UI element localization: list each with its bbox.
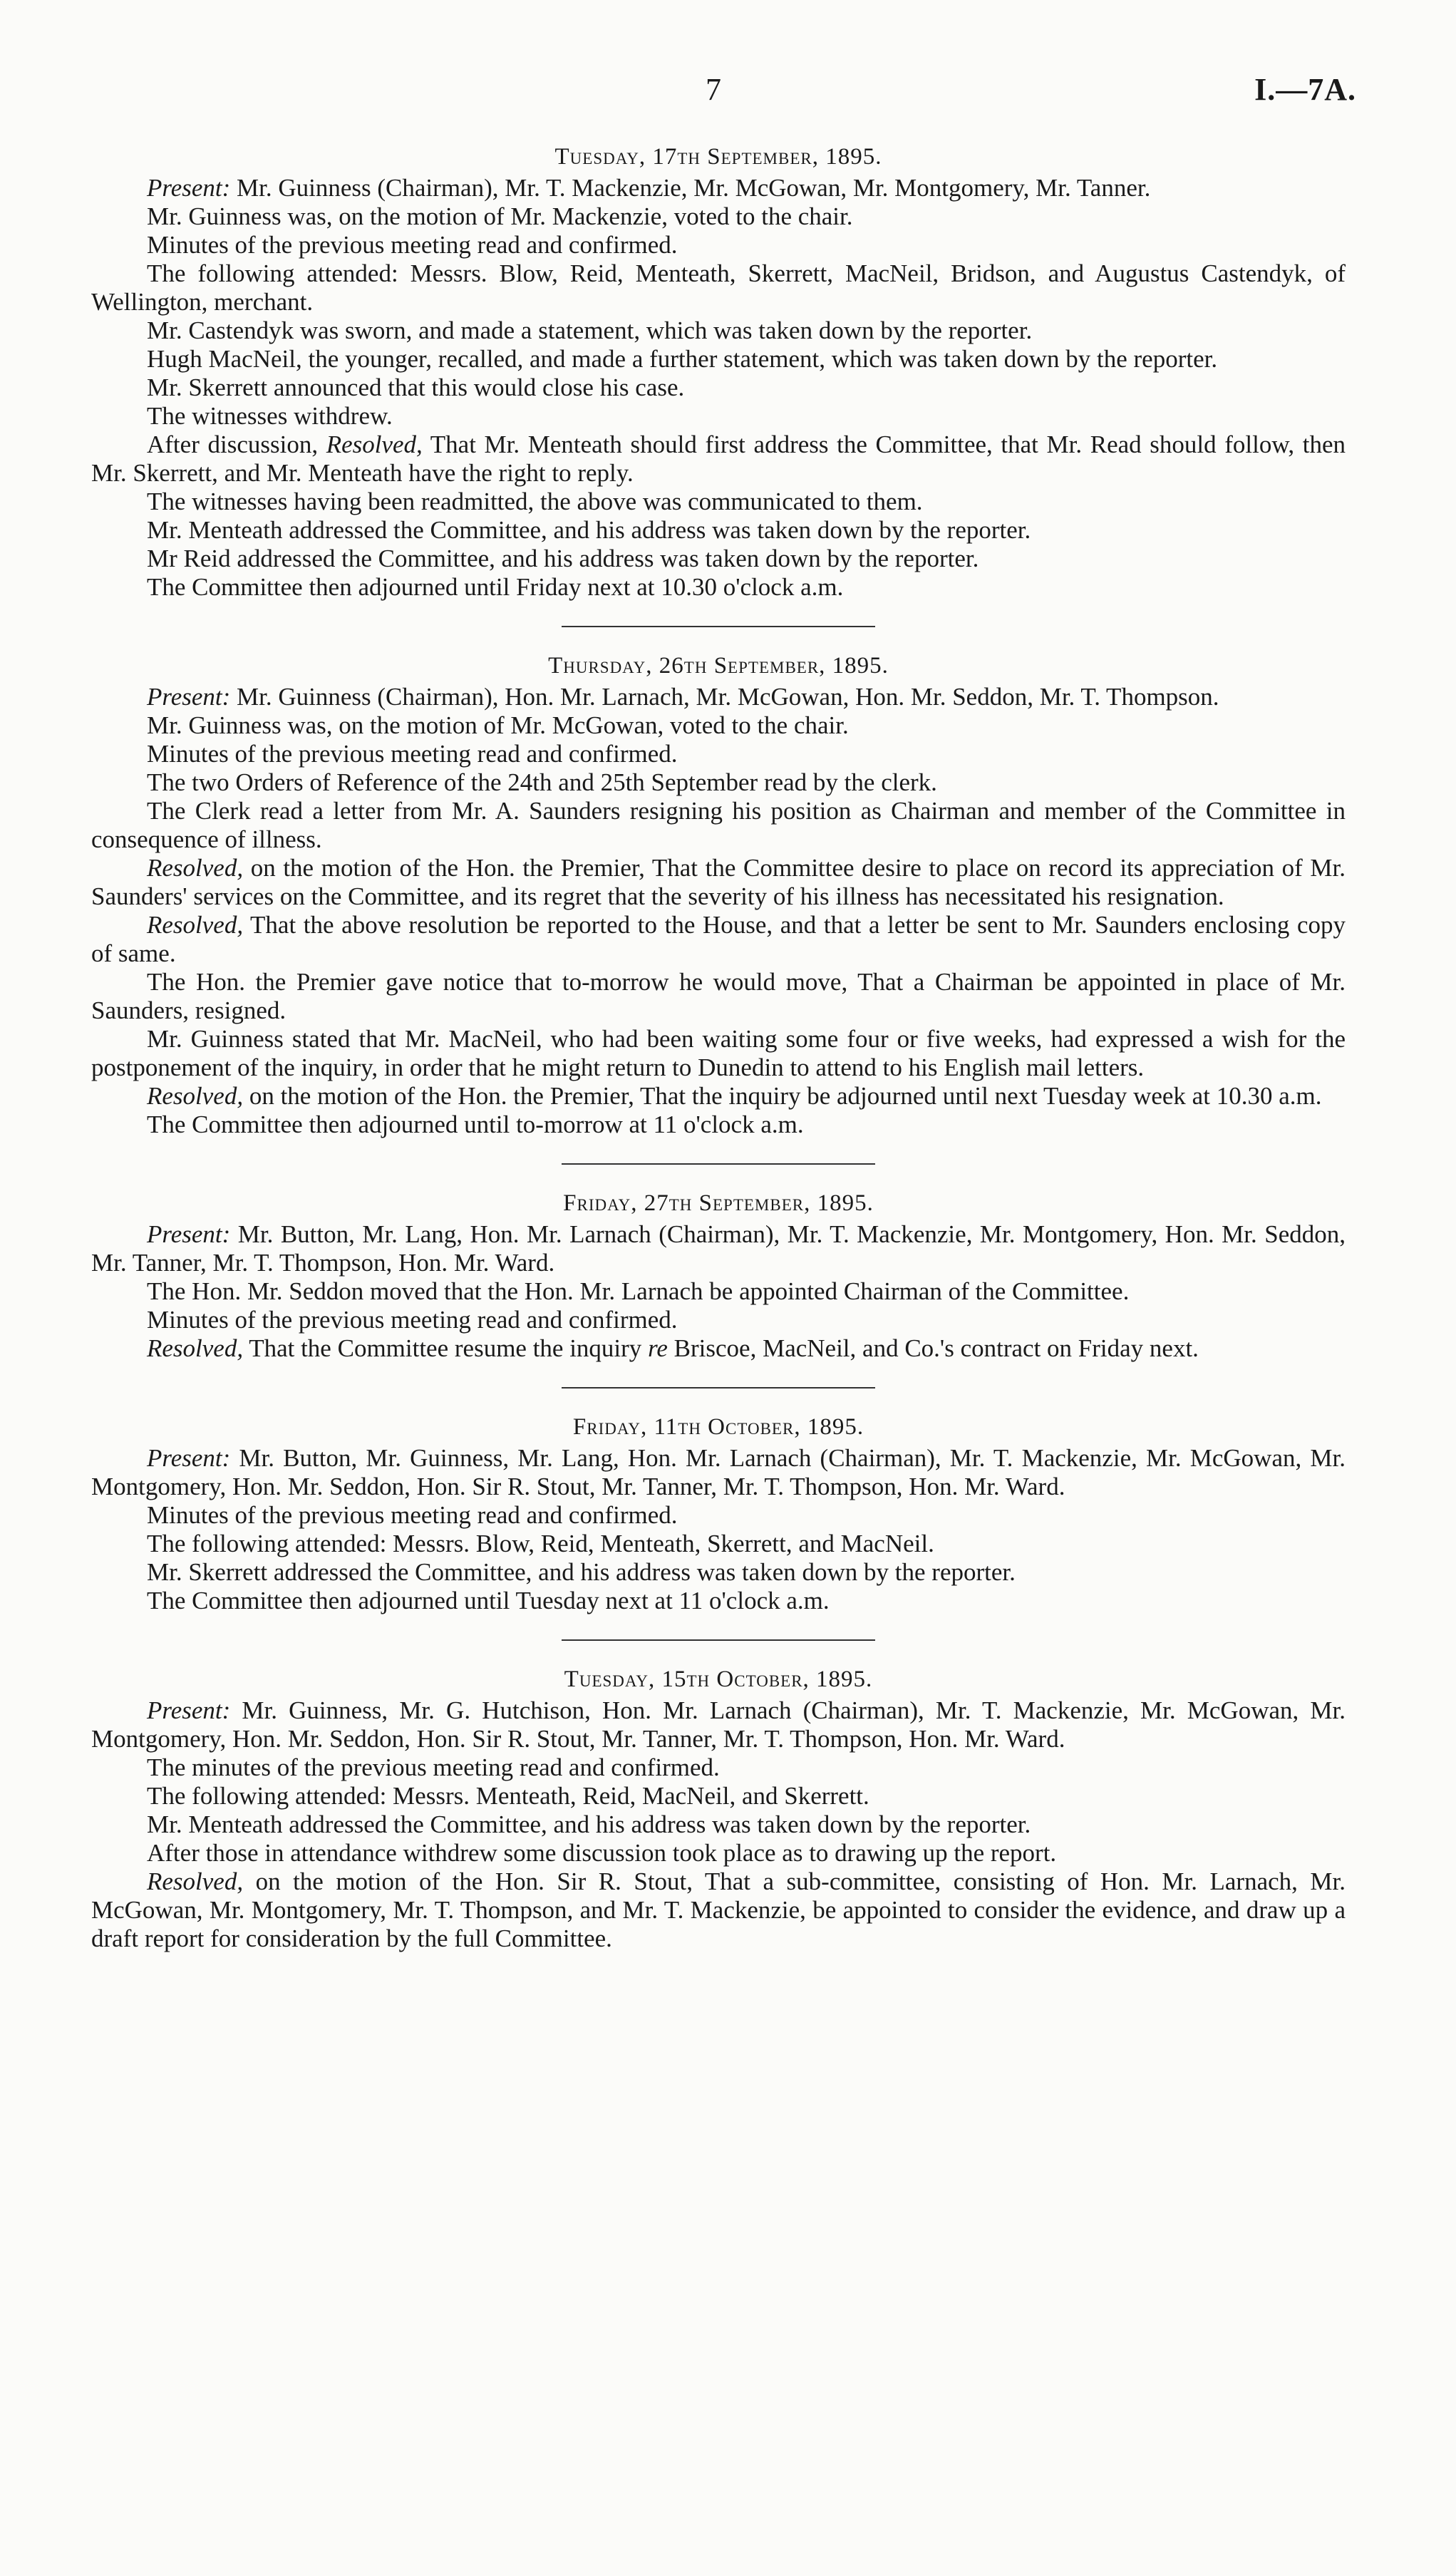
paragraph-text: The Hon. Mr. Seddon moved that the Hon. Mr. Larnach be appointed Chairman of the Committee. bbox=[147, 1277, 1130, 1305]
paragraph-text: That Mr. Menteath should first address the Committee, that Mr. Read should follow, then Mr. Skerrett, and Mr. Menteath have the right to reply. bbox=[91, 431, 1346, 487]
minute-paragraph bbox=[91, 1867, 1346, 1953]
minute-paragraph bbox=[91, 854, 1346, 911]
minute-paragraph bbox=[91, 768, 1346, 797]
minute-paragraph bbox=[91, 1558, 1346, 1587]
paragraph-text: Mr. Skerrett announced that this would close his case. bbox=[147, 373, 685, 401]
paragraph-text: Mr. Guinness was, on the motion of Mr. Mackenzie, voted to the chair. bbox=[147, 202, 853, 230]
paragraph-text: Mr Reid addressed the Committee, and his address was taken down by the reporter. bbox=[147, 545, 979, 572]
paragraph-text: The Committee then adjourned until to-morrow at 11 o'clock a.m. bbox=[147, 1111, 804, 1138]
paragraph-text: Mr. Button, Mr. Lang, Hon. Mr. Larnach (Chairman), Mr. T. Mackenzie, Mr. Montgomery, Hon. Mr. Seddon, Mr. Tanner, Mr. T. Thompson, Hon. Mr. Ward. bbox=[91, 1220, 1346, 1277]
minute-paragraph bbox=[91, 1587, 1346, 1615]
paragraph-text: The witnesses withdrew. bbox=[147, 402, 393, 430]
minute-paragraph bbox=[91, 968, 1346, 1025]
minute-paragraph bbox=[91, 345, 1346, 373]
paragraph-text: Mr. Guinness (Chairman), Hon. Mr. Larnach, Mr. McGowan, Hon. Mr. Seddon, Mr. T. Thompson. bbox=[230, 683, 1219, 711]
paragraph-text: Mr. Menteath addressed the Committee, and his address was taken down by the reporter. bbox=[147, 1810, 1031, 1838]
paragraph-text: Minutes of the previous meeting read and confirmed. bbox=[147, 1501, 678, 1529]
paragraph-text: Mr. Guinness (Chairman), Mr. T. Mackenzie, Mr. McGowan, Mr. Montgomery, Mr. Tanner. bbox=[230, 174, 1151, 202]
minute-paragraph bbox=[91, 402, 1346, 431]
minute-paragraph bbox=[91, 1696, 1346, 1753]
paragraph-text: on the motion of the Hon. the Premier, That the inquiry be adjourned until next Tuesday week at 10.30 a.m. bbox=[243, 1082, 1322, 1110]
minute-paragraph bbox=[91, 373, 1346, 402]
minute-paragraph bbox=[91, 683, 1346, 711]
paragraph-label: Present: bbox=[147, 174, 231, 202]
meeting-title: Tuesday, 17th September, 1895. bbox=[554, 144, 882, 170]
minute-paragraph bbox=[91, 202, 1346, 231]
paragraph-text: Mr. Menteath addressed the Committee, and his address was taken down by the reporter. bbox=[147, 516, 1031, 544]
paragraph-label: Present: bbox=[147, 683, 231, 711]
minute-paragraph bbox=[91, 259, 1346, 316]
paragraph-text: Mr. Castendyk was sworn, and made a statement, which was taken down by the reporter. bbox=[147, 316, 1033, 344]
paragraph-text: Mr. Guinness, Mr. G. Hutchison, Hon. Mr. Larnach (Chairman), Mr. T. Mackenzie, Mr. McGowan, Mr. Montgomery, Hon. Mr. Seddon, Hon. Sir R. Stout, Mr. Tanner, Mr. T. Thompson, Hon. Mr. Ward. bbox=[91, 1696, 1346, 1753]
paragraph-text: The Hon. the Premier gave notice that to-morrow he would move, That a Chairman be appointed in place of Mr. Saunders, resigned. bbox=[91, 968, 1346, 1024]
paragraph-text: After discussion, bbox=[147, 431, 326, 458]
paragraph-text: That the Committee resume the inquiry bbox=[243, 1334, 649, 1362]
minute-paragraph bbox=[91, 174, 1346, 202]
minute-paragraph bbox=[91, 545, 1346, 573]
minute-paragraph bbox=[91, 1839, 1346, 1867]
paragraph-text: The witnesses having been readmitted, the above was communicated to them. bbox=[147, 488, 923, 515]
paragraph-text: The Committee then adjourned until Friday next at 10.30 o'clock a.m. bbox=[147, 573, 844, 601]
paragraph-label: Resolved, bbox=[147, 1334, 244, 1362]
minute-paragraph bbox=[91, 711, 1346, 740]
paragraph-text: The minutes of the previous meeting read and confirmed. bbox=[147, 1753, 720, 1781]
paragraph-text: Mr. Guinness was, on the motion of Mr. McGowan, voted to the chair. bbox=[147, 711, 849, 739]
paragraph-text: Mr. Guinness stated that Mr. MacNeil, who had been waiting some four or five weeks, had expressed a wish for the postponement of the inquiry, in order that he might return to Dunedin to attend to his English mail letters. bbox=[91, 1025, 1346, 1081]
paragraph-text: Mr. Button, Mr. Guinness, Mr. Lang, Hon. Mr. Larnach (Chairman), Mr. T. Mackenzie, Mr. McGowan, Mr. Montgomery, Hon. Mr. Seddon, Hon. Sir R. Stout, Mr. Tanner, Mr. T. Thompson, Hon. Mr. Ward. bbox=[91, 1444, 1346, 1500]
meeting-section bbox=[91, 1665, 1346, 1953]
paragraph-text: The following attended: Messrs. Menteath, Reid, MacNeil, and Skerrett. bbox=[147, 1782, 869, 1810]
minute-paragraph bbox=[91, 1810, 1346, 1839]
minute-paragraph bbox=[91, 1025, 1346, 1082]
paragraph-text: After those in attendance withdrew some discussion took place as to drawing up the report. bbox=[147, 1839, 1057, 1867]
minute-paragraph bbox=[91, 740, 1346, 768]
paragraph-text: The two Orders of Reference of the 24th and 25th September read by the clerk. bbox=[147, 768, 937, 796]
meeting-section bbox=[91, 143, 1346, 602]
minute-paragraph bbox=[91, 316, 1346, 345]
minute-paragraph bbox=[91, 911, 1346, 968]
paragraph-text: on the motion of the Hon. Sir R. Stout, That a sub-committee, consisting of Hon. Mr. Larnach, Mr. McGowan, Mr. Montgomery, Mr. T. Thompson, and Mr. T. Mackenzie, be appointed to consider the evidence, and draw up a draft report for consideration by the full Committee. bbox=[91, 1867, 1346, 1952]
paragraph-label: Present: bbox=[147, 1444, 231, 1472]
paragraph-text: on the motion of the Hon. the Premier, That the Committee desire to place on record its appreciation of Mr. Saunders' services on the Committee, and its regret that the severity of his illness has necessitated his resignation. bbox=[91, 854, 1346, 910]
paragraph-label: Resolved, bbox=[326, 431, 423, 458]
meeting-section bbox=[91, 1413, 1346, 1615]
minute-paragraph bbox=[91, 1501, 1346, 1530]
minute-paragraph bbox=[91, 1277, 1346, 1306]
paragraph-text: That the above resolution be reported to the House, and that a letter be sent to Mr. Saunders enclosing copy of same. bbox=[91, 911, 1346, 967]
paragraph-text: The following attended: Messrs. Blow, Reid, Menteath, Skerrett, and MacNeil. bbox=[147, 1530, 934, 1557]
section-divider bbox=[562, 1387, 875, 1389]
paragraph-label: Resolved, bbox=[147, 1082, 244, 1110]
paragraph-label: Resolved, bbox=[147, 854, 244, 882]
paragraph-label: Present: bbox=[147, 1220, 231, 1248]
document-body bbox=[91, 143, 1346, 1953]
minute-paragraph bbox=[91, 1444, 1346, 1501]
meeting-title: Tuesday, 15th October, 1895. bbox=[564, 1666, 873, 1692]
meeting-section bbox=[91, 651, 1346, 1139]
minute-paragraph bbox=[91, 488, 1346, 516]
paragraph-text: The Committee then adjourned until Tuesday next at 11 o'clock a.m. bbox=[147, 1587, 830, 1614]
paragraph-text: Minutes of the previous meeting read and confirmed. bbox=[147, 1306, 678, 1334]
paragraph-text: Briscoe, MacNeil, and Co.'s contract on Friday next. bbox=[667, 1334, 1199, 1362]
paragraph-text: Hugh MacNeil, the younger, recalled, and made a further statement, which was taken down by the reporter. bbox=[147, 345, 1218, 373]
paragraph-label: re bbox=[648, 1334, 668, 1362]
minute-paragraph bbox=[91, 1082, 1346, 1111]
paragraph-text: The Clerk read a letter from Mr. A. Saunders resigning his position as Chairman and member of the Committee in consequence of illness. bbox=[91, 797, 1346, 853]
page-header bbox=[0, 71, 1456, 114]
page-number: 7 bbox=[706, 72, 721, 107]
paragraph-label: Present: bbox=[147, 1696, 231, 1724]
paragraph-label: Resolved, bbox=[147, 911, 244, 939]
section-divider bbox=[562, 626, 875, 627]
meeting-title: Friday, 27th September, 1895. bbox=[563, 1190, 874, 1216]
paragraph-text: Minutes of the previous meeting read and confirmed. bbox=[147, 740, 678, 768]
meeting-section bbox=[91, 1189, 1346, 1363]
paragraph-text: The following attended: Messrs. Blow, Reid, Menteath, Skerrett, MacNeil, Bridson, and Augustus Castendyk, of Wellington, merchant. bbox=[91, 259, 1346, 316]
minute-paragraph bbox=[91, 1334, 1346, 1363]
minute-paragraph bbox=[91, 231, 1346, 259]
paragraph-text: Mr. Skerrett addressed the Committee, and his address was taken down by the reporter. bbox=[147, 1558, 1016, 1586]
minute-paragraph bbox=[91, 1220, 1346, 1277]
minute-paragraph bbox=[91, 797, 1346, 854]
minute-paragraph bbox=[91, 1530, 1346, 1558]
minute-paragraph bbox=[91, 1782, 1346, 1810]
minute-paragraph bbox=[91, 431, 1346, 488]
minute-paragraph bbox=[91, 1306, 1346, 1334]
meeting-title: Thursday, 26th September, 1895. bbox=[548, 653, 889, 679]
page-reference: I.—7A. bbox=[1254, 72, 1356, 107]
minute-paragraph bbox=[91, 516, 1346, 545]
section-divider bbox=[562, 1163, 875, 1165]
minute-paragraph bbox=[91, 573, 1346, 602]
minute-paragraph bbox=[91, 1111, 1346, 1139]
section-divider bbox=[562, 1639, 875, 1641]
meeting-title: Friday, 11th October, 1895. bbox=[572, 1414, 864, 1440]
minute-paragraph bbox=[91, 1753, 1346, 1782]
paragraph-label: Resolved, bbox=[147, 1867, 244, 1895]
paragraph-text: Minutes of the previous meeting read and confirmed. bbox=[147, 231, 678, 259]
